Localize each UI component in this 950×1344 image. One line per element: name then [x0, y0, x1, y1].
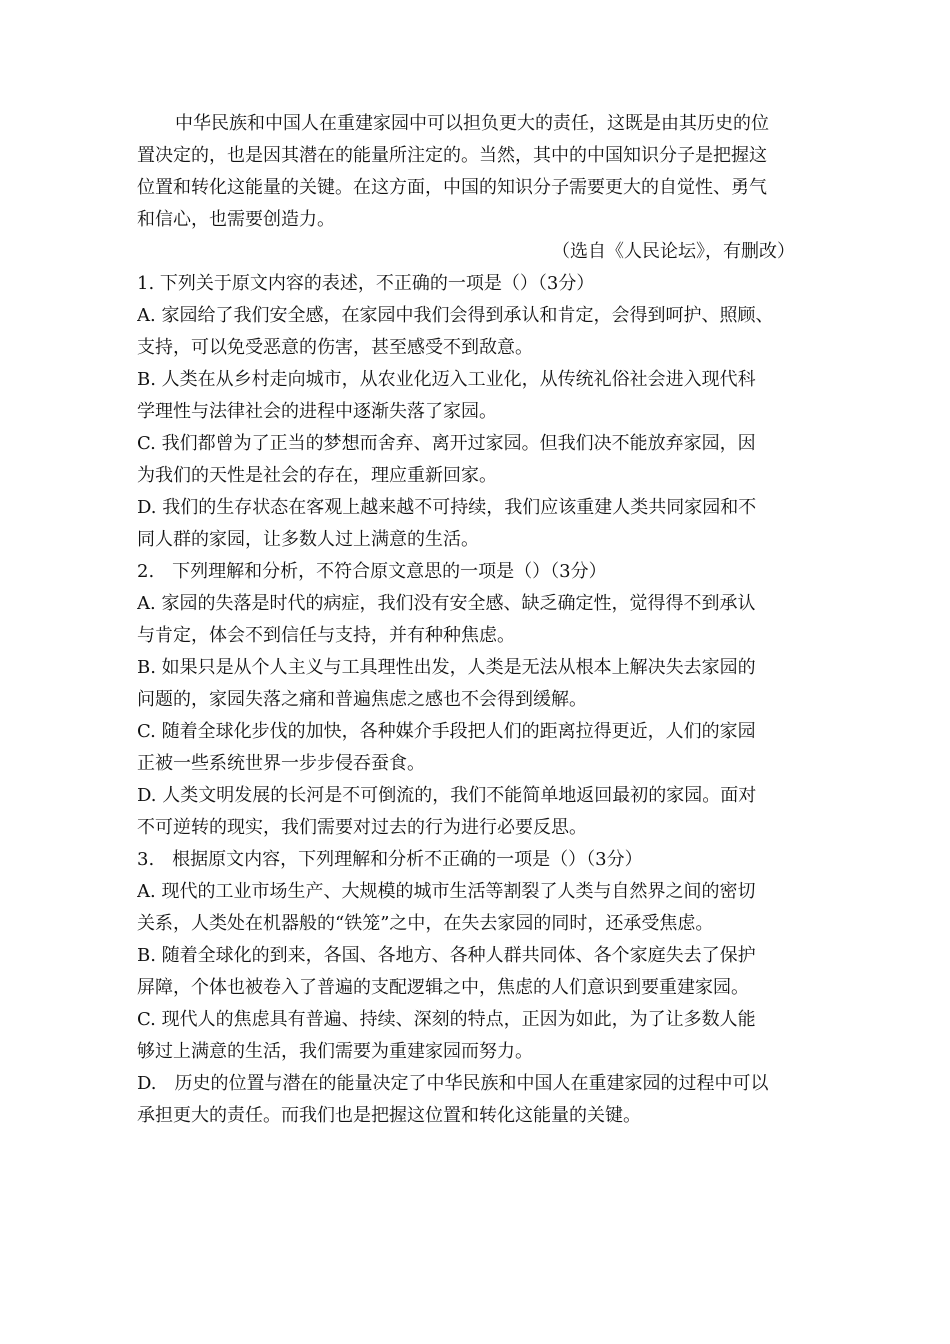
- option-a: [137, 300, 809, 364]
- option-line: 学理性与法律社会的进程中逐渐失落了家园。: [137, 401, 497, 422]
- option-d: [137, 492, 809, 556]
- source-citation: （选自《人民论坛》，有删改）: [552, 241, 795, 262]
- option-line: 关系，人类处在机器般的“铁笼”之中，在失去家园的同时，还承受焦虑。: [137, 913, 714, 934]
- passage-line: 位置和转化这能量的关键。在这方面，中国的知识分子需要更大的自觉性、勇气: [137, 177, 767, 198]
- question-stem: 2. 下列理解和分析，不符合原文意思的一项是（）（3分）: [137, 561, 607, 582]
- option-line: 正被一些系统世界一步步侵吞蚕食。: [137, 753, 425, 774]
- passage-line: 和信心，也需要创造力。: [137, 209, 335, 230]
- option-line: 屏障，个体也被卷入了普遍的支配逻辑之中，焦虑的人们意识到要重建家园。: [137, 977, 749, 998]
- option-line: 为我们的天性是社会的存在，理应重新回家。: [137, 465, 497, 486]
- option-line: B. 随着全球化的到来，各国、各地方、各种人群共同体、各个家庭失去了保护: [137, 945, 756, 966]
- option-line: D. 我们的生存状态在客观上越来越不可持续，我们应该重建人类共同家园和不: [137, 497, 757, 518]
- option-a: [137, 876, 809, 940]
- option-c: [137, 716, 809, 780]
- option-line: A. 现代的工业市场生产、大规模的城市生活等割裂了人类与自然界之间的密切: [137, 881, 756, 902]
- question-1: [137, 268, 809, 556]
- option-line: 承担更大的责任。而我们也是把握这位置和转化这能量的关键。: [137, 1105, 641, 1126]
- option-line: 不可逆转的现实，我们需要对过去的行为进行必要反思。: [137, 817, 587, 838]
- option-d: [137, 1068, 809, 1132]
- question-stem: 1. 下列关于原文内容的表述，不正确的一项是（）（3分）: [137, 273, 595, 294]
- option-line: 支持，可以免受恶意的伤害，甚至感受不到敌意。: [137, 337, 533, 358]
- option-line: B. 如果只是从个人主义与工具理性出发，人类是无法从根本上解决失去家园的: [137, 657, 756, 678]
- option-line: C. 现代人的焦虑具有普遍、持续、深刻的特点，正因为如此，为了让多数人能: [137, 1009, 756, 1030]
- option-line: 同人群的家园，让多数人过上满意的生活。: [137, 529, 479, 550]
- option-line: 够过上满意的生活，我们需要为重建家园而努力。: [137, 1041, 533, 1062]
- passage-paragraph: [137, 108, 809, 236]
- option-c: [137, 428, 809, 492]
- option-line: A. 家园的失落是时代的病症，我们没有安全感、缺乏确定性，觉得得不到承认: [137, 593, 756, 614]
- option-d: [137, 780, 809, 844]
- option-line: C. 我们都曾为了正当的梦想而舍弃、离开过家园。但我们决不能放弃家园，因: [137, 433, 756, 454]
- passage-line: 中华民族和中国人在重建家园中可以担负更大的责任，这既是由其历史的位: [175, 113, 769, 134]
- question-3: [137, 844, 809, 1132]
- option-line: D. 历史的位置与潜在的能量决定了中华民族和中国人在重建家园的过程中可以: [137, 1073, 769, 1094]
- option-line: 问题的，家园失落之痛和普遍焦虑之感也不会得到缓解。: [137, 689, 587, 710]
- option-line: C. 随着全球化步伐的加快，各种媒介手段把人们的距离拉得更近，人们的家园: [137, 721, 756, 742]
- document-page: [137, 108, 809, 1132]
- option-line: D. 人类文明发展的长河是不可倒流的，我们不能简单地返回最初的家园。面对: [137, 785, 757, 806]
- question-stem: 3. 根据原文内容，下列理解和分析不正确的一项是（）（3分）: [137, 849, 643, 870]
- option-a: [137, 588, 809, 652]
- question-2: [137, 556, 809, 844]
- option-b: [137, 652, 809, 716]
- option-b: [137, 364, 809, 428]
- option-b: [137, 940, 809, 1004]
- option-c: [137, 1004, 809, 1068]
- option-line: A. 家园给了我们安全感，在家园中我们会得到承认和肯定，会得到呵护、照顾、: [137, 305, 774, 326]
- option-line: B. 人类在从乡村走向城市，从农业化迈入工业化，从传统礼俗社会进入现代科: [137, 369, 756, 390]
- option-line: 与肯定，体会不到信任与支持，并有种种焦虑。: [137, 625, 515, 646]
- passage-line: 置决定的，也是因其潜在的能量所注定的。当然，其中的中国知识分子是把握这: [137, 145, 767, 166]
